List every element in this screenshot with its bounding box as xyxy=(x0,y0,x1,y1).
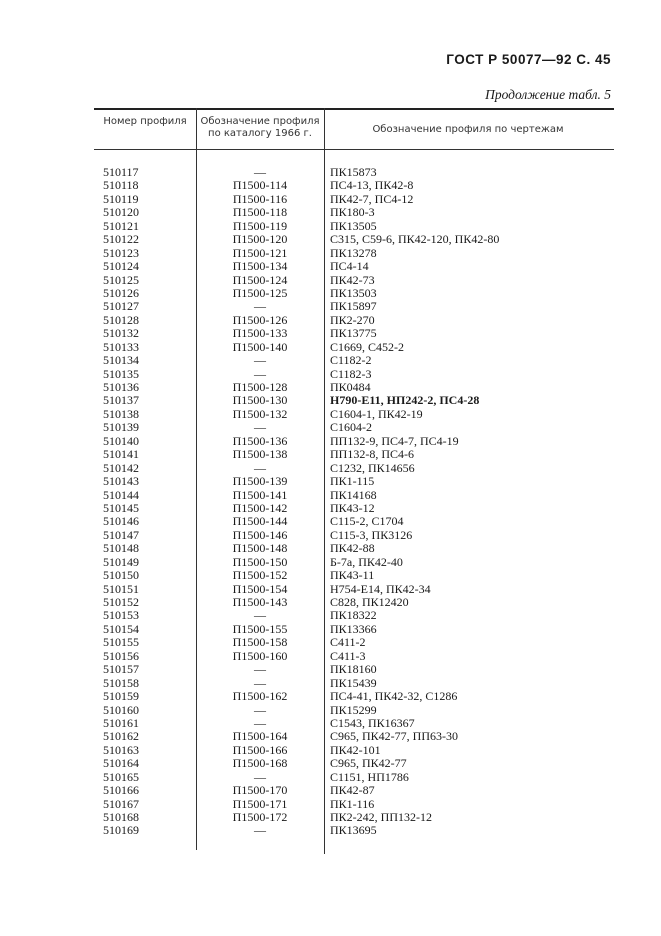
page-header-title: ГОСТ Р 50077—92 С. 45 xyxy=(446,52,611,67)
cell-drawing-designation: ПК42-88 xyxy=(330,541,375,556)
cell-drawing-designation: ПК13505 xyxy=(330,218,377,233)
cell-profile-number: 510148 xyxy=(103,541,139,556)
cell-profile-number: 510137 xyxy=(103,393,139,408)
cell-profile-number: 510153 xyxy=(103,608,139,623)
cell-profile-number: 510127 xyxy=(103,299,139,314)
column-header-number: Номер профиля xyxy=(103,116,187,127)
cell-profile-number: 510136 xyxy=(103,380,139,394)
cell-profile-number: 510134 xyxy=(103,353,139,368)
cell-catalog-designation: — xyxy=(254,823,266,838)
cell-drawing-designation: С115-3, ПК3126 xyxy=(330,527,413,542)
cell-profile-number: 510123 xyxy=(103,245,139,260)
cell-catalog-designation: П1500-142 xyxy=(232,500,288,515)
cell-catalog-designation: П1500-136 xyxy=(232,433,288,448)
cell-catalog-designation: П1500-162 xyxy=(232,689,288,704)
cell-catalog-designation: П1500-124 xyxy=(232,272,288,287)
cell-drawing-designation: Н754-Е14, ПК42-34 xyxy=(330,581,431,596)
cell-drawing-designation: ПК14168 xyxy=(330,487,377,502)
cell-profile-number: 510142 xyxy=(103,460,139,475)
cell-drawing-designation: ПК42-7, ПС4-12 xyxy=(330,191,414,206)
cell-catalog-designation: П1500-154 xyxy=(232,581,288,596)
cell-profile-number: 510146 xyxy=(103,514,139,529)
cell-drawing-designation: Б-7а, ПК42-40 xyxy=(330,554,403,569)
cell-drawing-designation: Н790-Е11, НП242-2, ПС4-28 xyxy=(330,393,480,408)
cell-profile-number: 510122 xyxy=(103,232,139,247)
cell-drawing-designation: ПК18160 xyxy=(330,662,377,677)
cell-catalog-designation: П1500-164 xyxy=(232,729,288,744)
cell-drawing-designation: ПК180-3 xyxy=(330,205,375,220)
cell-catalog-designation: П1500-118 xyxy=(232,205,288,220)
cell-catalog-designation: — xyxy=(254,353,266,368)
cell-profile-number: 510145 xyxy=(103,500,139,515)
cell-drawing-designation: С315, С59-6, ПК42-120, ПК42-80 xyxy=(330,232,500,247)
cell-profile-number: 510165 xyxy=(103,769,139,784)
cell-drawing-designation: ПК42-73 xyxy=(330,272,375,287)
cell-catalog-designation: П1500-170 xyxy=(232,783,288,798)
cell-catalog-designation: — xyxy=(254,702,266,717)
cell-catalog-designation: П1500-150 xyxy=(232,554,288,569)
cell-catalog-designation: П1500-130 xyxy=(232,393,288,408)
cell-catalog-designation: П1500-119 xyxy=(232,218,288,233)
cell-drawing-designation: С1669, С452-2 xyxy=(330,339,405,354)
cell-drawing-designation: С1604-1, ПК42-19 xyxy=(330,406,423,421)
cell-profile-number: 510160 xyxy=(103,702,139,717)
cell-profile-number: 510117 xyxy=(103,165,139,179)
cell-drawing-designation: С411-3 xyxy=(330,648,366,663)
cell-catalog-designation: П1500-126 xyxy=(232,312,288,327)
cell-profile-number: 510154 xyxy=(103,621,139,636)
cell-profile-number: 510157 xyxy=(103,662,139,677)
cell-drawing-designation: С1182-3 xyxy=(330,366,372,381)
cell-catalog-designation: П1500-138 xyxy=(232,447,288,462)
cell-catalog-designation: П1500-143 xyxy=(232,595,288,609)
cell-catalog-designation: П1500-133 xyxy=(232,326,288,341)
cell-profile-number: 510126 xyxy=(103,285,139,300)
cell-drawing-designation: ПК15299 xyxy=(330,702,377,717)
table-top-rule xyxy=(94,108,614,110)
cell-drawing-designation: С965, ПК42-77, ПП63-30 xyxy=(330,729,458,744)
cell-drawing-designation: ПК0484 xyxy=(330,380,371,394)
cell-profile-number: 510132 xyxy=(103,326,139,341)
cell-profile-number: 510150 xyxy=(103,568,139,583)
cell-drawing-designation: ПК15873 xyxy=(330,165,377,179)
cell-drawing-designation: С1232, ПК14656 xyxy=(330,460,415,475)
cell-profile-number: 510125 xyxy=(103,272,139,287)
cell-catalog-designation: П1500-171 xyxy=(232,796,288,811)
table-continuation-label: Продолжение табл. 5 xyxy=(485,87,611,102)
cell-drawing-designation: ПК2-270 xyxy=(330,312,375,327)
cell-profile-number: 510147 xyxy=(103,527,139,542)
cell-catalog-designation: П1500-141 xyxy=(232,487,288,502)
cell-catalog-designation: П1500-148 xyxy=(232,541,288,556)
cell-drawing-designation: ПК43-11 xyxy=(330,568,375,583)
cell-catalog-designation: П1500-128 xyxy=(232,380,288,394)
cell-catalog-designation: П1500-158 xyxy=(232,635,288,650)
cell-drawing-designation: С115-2, С1704 xyxy=(330,514,404,529)
cell-drawing-designation: С1543, ПК16367 xyxy=(330,715,415,730)
cell-catalog-designation: П1500-172 xyxy=(232,810,288,824)
cell-profile-number: 510152 xyxy=(103,595,139,609)
cell-profile-number: 510155 xyxy=(103,635,139,650)
cell-drawing-designation: ПП132-9, ПС4-7, ПС4-19 xyxy=(330,433,459,448)
column-header-catalog: Обозначение профиля по каталогу 1966 г. xyxy=(200,116,320,139)
cell-catalog-designation: — xyxy=(254,608,266,623)
cell-drawing-designation: ПК13695 xyxy=(330,823,377,838)
cell-profile-number: 510149 xyxy=(103,554,139,569)
cell-profile-number: 510135 xyxy=(103,366,139,381)
cell-profile-number: 510121 xyxy=(103,218,139,233)
column-divider-1 xyxy=(196,108,197,850)
cell-drawing-designation: ПС4-41, ПК42-32, С1286 xyxy=(330,689,458,704)
cell-profile-number: 510162 xyxy=(103,729,139,744)
cell-profile-number: 510168 xyxy=(103,810,139,824)
cell-catalog-designation: — xyxy=(254,299,266,314)
cell-drawing-designation: ПС4-14 xyxy=(330,259,369,274)
cell-catalog-designation: П1500-152 xyxy=(232,568,288,583)
cell-catalog-designation: — xyxy=(254,165,266,179)
cell-drawing-designation: ПК2-242, ПП132-12 xyxy=(330,810,432,824)
cell-catalog-designation: — xyxy=(254,460,266,475)
cell-catalog-designation: П1500-166 xyxy=(232,742,288,757)
cell-profile-number: 510118 xyxy=(103,178,139,193)
cell-catalog-designation: П1500-132 xyxy=(232,406,288,421)
cell-catalog-designation: — xyxy=(254,675,266,690)
cell-catalog-designation: П1500-155 xyxy=(232,621,288,636)
cell-catalog-designation: П1500-134 xyxy=(232,259,288,274)
cell-drawing-designation: С1182-2 xyxy=(330,353,372,368)
cell-profile-number: 510119 xyxy=(103,191,139,206)
cell-profile-number: 510124 xyxy=(103,259,139,274)
cell-profile-number: 510139 xyxy=(103,420,139,435)
cell-catalog-designation: П1500-116 xyxy=(232,191,288,206)
cell-drawing-designation: ПК1-115 xyxy=(330,474,375,489)
cell-catalog-designation: П1500-125 xyxy=(232,285,288,300)
cell-profile-number: 510141 xyxy=(103,447,139,462)
cell-drawing-designation: С1151, НП1786 xyxy=(330,769,409,784)
cell-profile-number: 510166 xyxy=(103,783,139,798)
cell-drawing-designation: ПК42-87 xyxy=(330,783,375,798)
cell-catalog-designation: П1500-160 xyxy=(232,648,288,663)
cell-profile-number: 510143 xyxy=(103,474,139,489)
cell-drawing-designation: С1604-2 xyxy=(330,420,372,435)
cell-drawing-designation: ПК13775 xyxy=(330,326,377,341)
cell-catalog-designation: П1500-114 xyxy=(232,178,288,193)
cell-profile-number: 510140 xyxy=(103,433,139,448)
cell-drawing-designation: ПС4-13, ПК42-8 xyxy=(330,178,414,193)
cell-drawing-designation: ПК15439 xyxy=(330,675,377,690)
cell-profile-number: 510128 xyxy=(103,312,139,327)
column-divider-2 xyxy=(324,108,325,854)
cell-catalog-designation: П1500-120 xyxy=(232,232,288,247)
cell-profile-number: 510144 xyxy=(103,487,139,502)
cell-profile-number: 510138 xyxy=(103,406,139,421)
cell-catalog-designation: — xyxy=(254,662,266,677)
cell-drawing-designation: ПК18322 xyxy=(330,608,377,623)
cell-profile-number: 510163 xyxy=(103,742,139,757)
cell-drawing-designation: ПК43-12 xyxy=(330,500,375,515)
cell-drawing-designation: С411-2 xyxy=(330,635,366,650)
cell-drawing-designation: ПП132-8, ПС4-6 xyxy=(330,447,414,462)
table-header-rule xyxy=(94,149,614,150)
cell-drawing-designation: ПК13278 xyxy=(330,245,377,260)
cell-catalog-designation: П1500-168 xyxy=(232,756,288,771)
cell-drawing-designation: ПК42-101 xyxy=(330,742,381,757)
cell-catalog-designation: П1500-139 xyxy=(232,474,288,489)
cell-catalog-designation: — xyxy=(254,715,266,730)
cell-drawing-designation: С828, ПК12420 xyxy=(330,595,409,609)
cell-catalog-designation: П1500-140 xyxy=(232,339,288,354)
cell-catalog-designation: П1500-121 xyxy=(232,245,288,260)
cell-drawing-designation: ПК13366 xyxy=(330,621,377,636)
cell-drawing-designation: ПК1-116 xyxy=(330,796,375,811)
cell-profile-number: 510164 xyxy=(103,756,139,771)
cell-catalog-designation: — xyxy=(254,769,266,784)
cell-profile-number: 510156 xyxy=(103,648,139,663)
cell-drawing-designation: С965, ПК42-77 xyxy=(330,756,407,771)
cell-drawing-designation: ПК15897 xyxy=(330,299,377,314)
cell-catalog-designation: — xyxy=(254,366,266,381)
cell-profile-number: 510151 xyxy=(103,581,139,596)
cell-profile-number: 510159 xyxy=(103,689,139,704)
cell-catalog-designation: П1500-144 xyxy=(232,514,288,529)
cell-catalog-designation: — xyxy=(254,420,266,435)
cell-profile-number: 510167 xyxy=(103,796,139,811)
cell-profile-number: 510158 xyxy=(103,675,139,690)
cell-profile-number: 510133 xyxy=(103,339,139,354)
cell-profile-number: 510120 xyxy=(103,205,139,220)
cell-drawing-designation: ПК13503 xyxy=(330,285,377,300)
cell-profile-number: 510161 xyxy=(103,715,139,730)
cell-profile-number: 510169 xyxy=(103,823,139,838)
cell-catalog-designation: П1500-146 xyxy=(232,527,288,542)
column-header-drawings: Обозначение профиля по чертежам xyxy=(372,124,564,135)
